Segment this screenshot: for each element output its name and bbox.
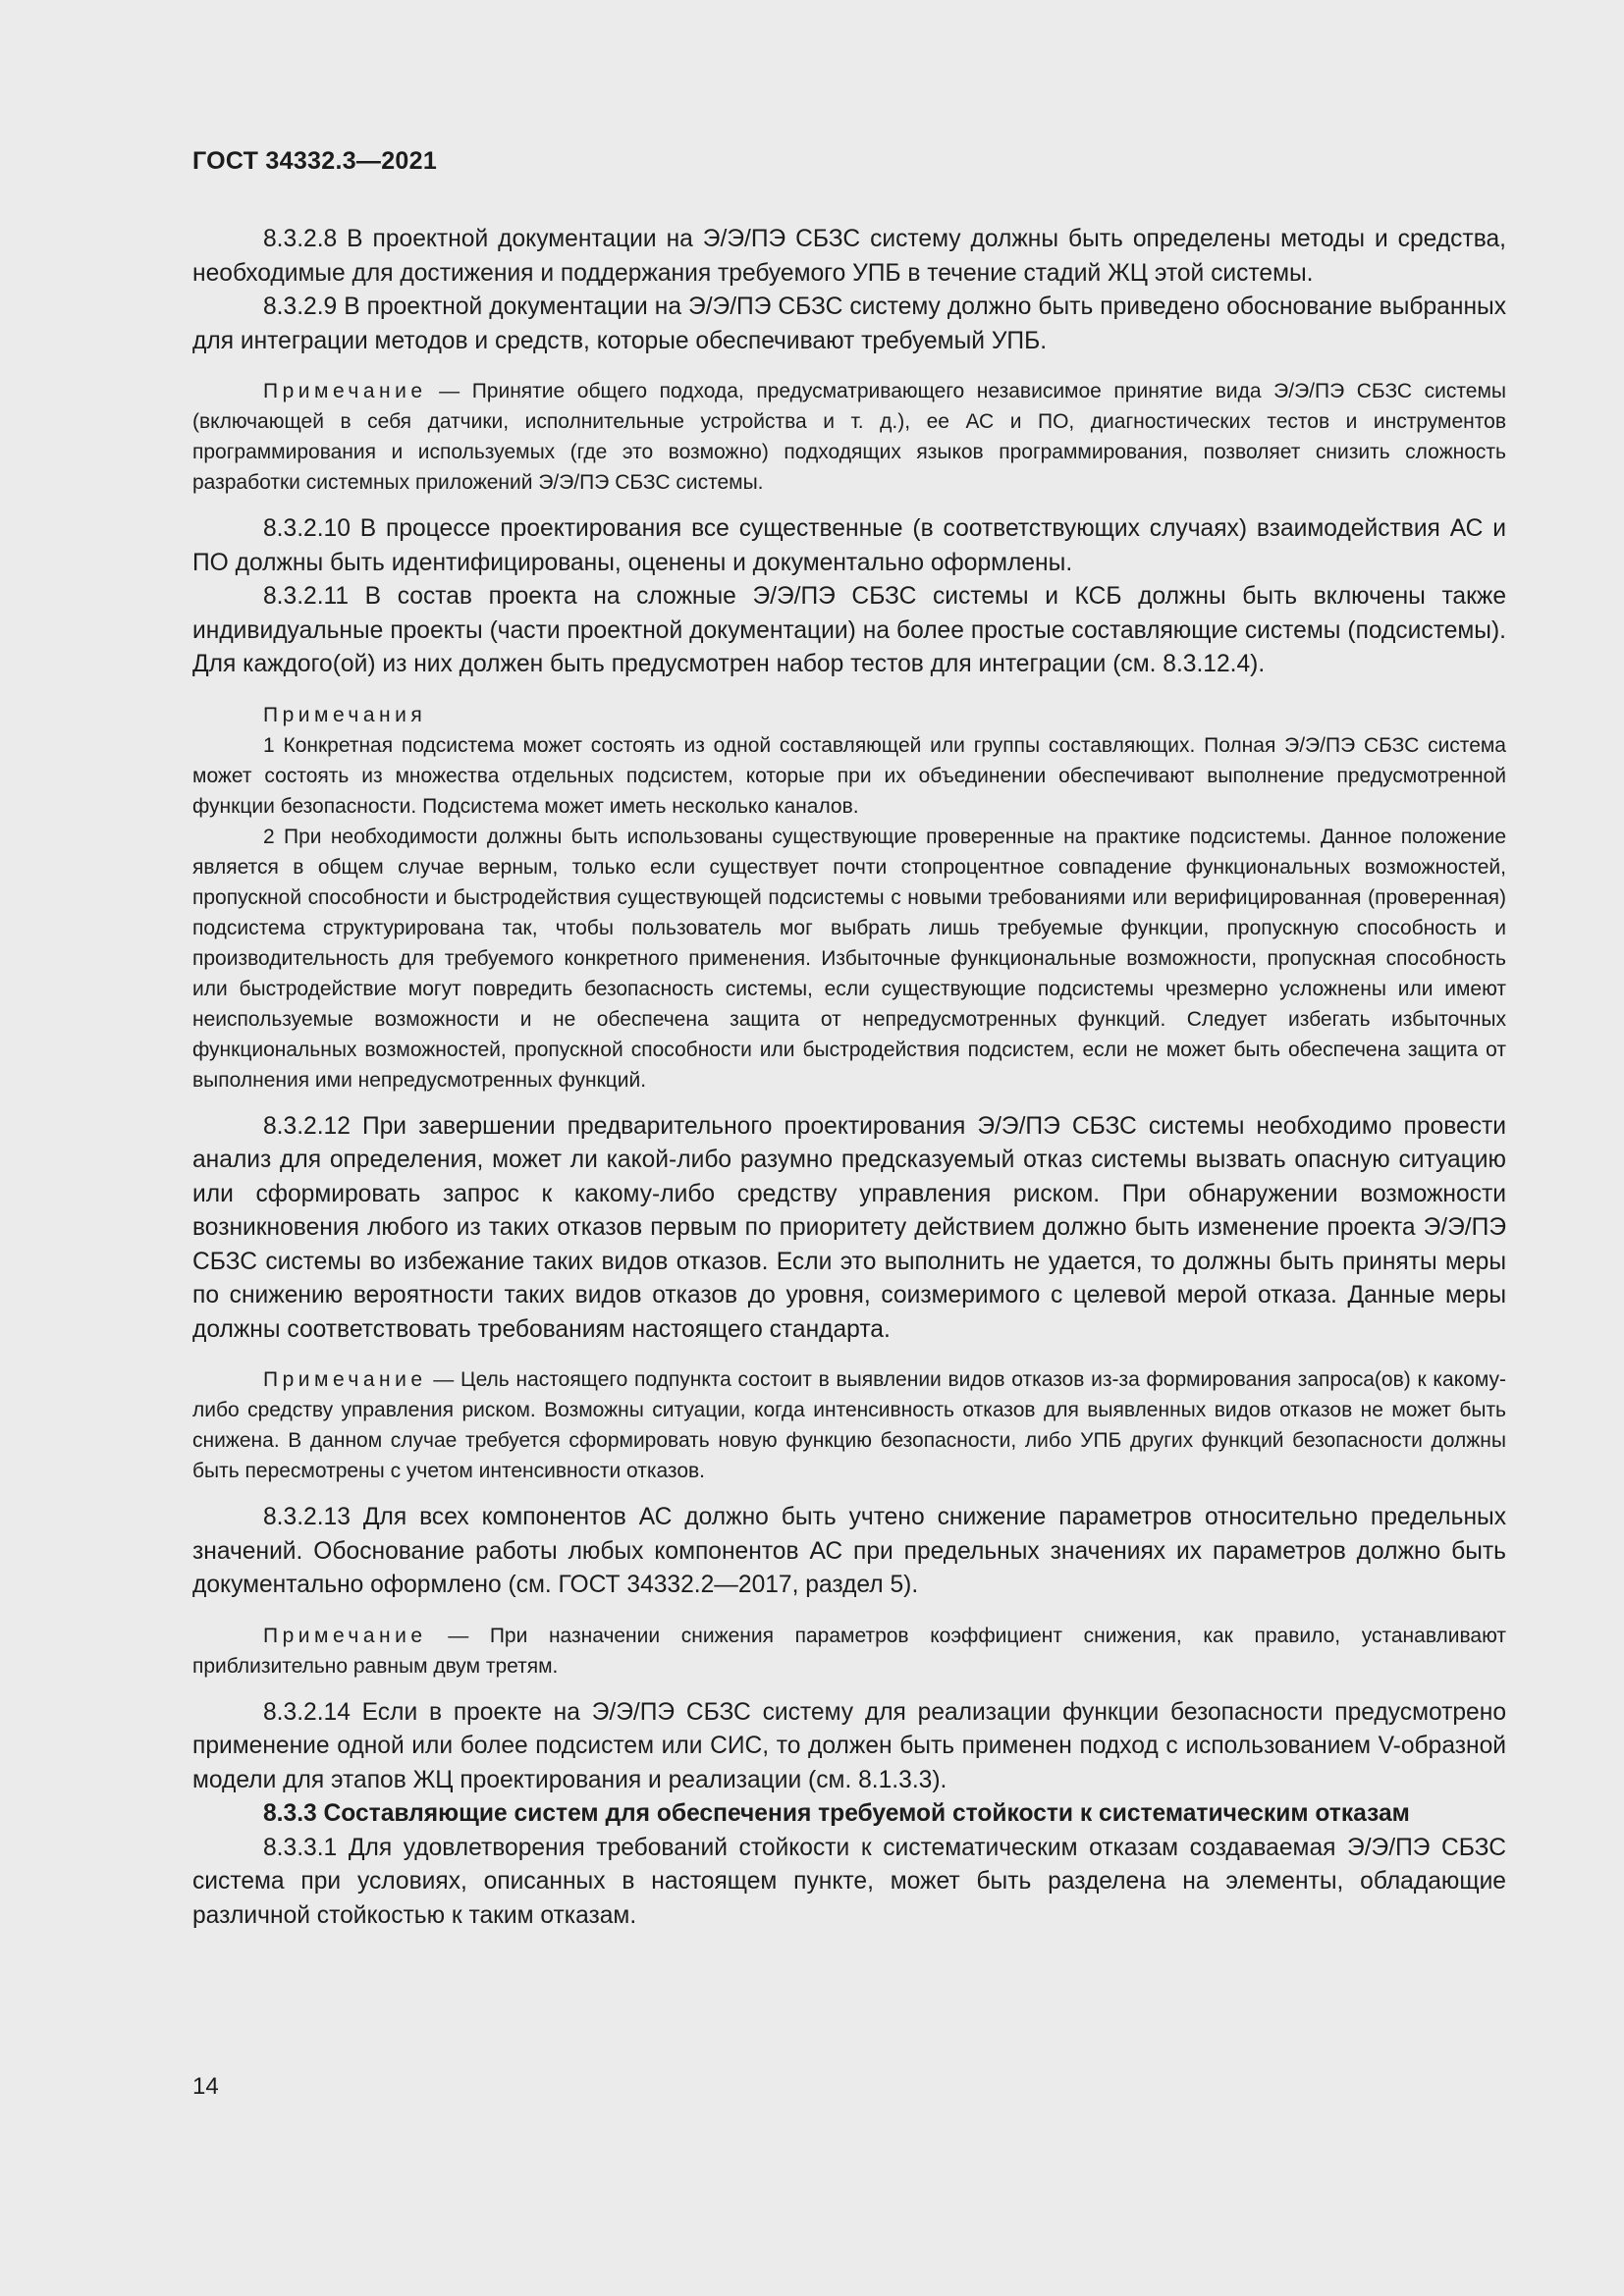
paragraph-8-3-2-13: 8.3.2.13 Для всех компонентов АС должно быть учтено снижение параметров относительно предельных значений. Обоснование работы любых компонентов АС при предельных значениях их параметров должно быть документально оформлено (см. ГОСТ 34332.2—2017, раздел 5).	[192, 1504, 1506, 1598]
notes-heading: Примечания	[263, 703, 427, 726]
section-heading-8-3-3: 8.3.3 Составляющие систем для обеспечения требуемой стойкости к систематическим отказам	[263, 1800, 1410, 1827]
page-content	[192, 223, 1506, 1933]
paragraph-8-3-2-8: 8.3.2.8 В проектной документации на Э/Э/ПЭ СБЗС систему должны быть определены методы и средства, необходимые для достижения и поддержания требуемого УПБ в течение стадий ЖЦ этой системы.	[192, 226, 1506, 287]
note-1	[192, 376, 1506, 498]
paragraph-8-3-2-10: 8.3.2.10 В процессе проектирования все существенные (в соответствующих случаях) взаимодействия АС и ПО должны быть идентифицированы, оценены и документально оформлены.	[192, 515, 1506, 576]
note-text: — При назначении снижения параметров коэффициент снижения, как правило, устанавливают приблизительно равным двум третям.	[192, 1624, 1506, 1678]
paragraph-8-3-2-9: 8.3.2.9 В проектной документации на Э/Э/ПЭ СБЗС систему должно быть приведено обоснование выбранных для интеграции методов и средств, которые обеспечивают требуемый УПБ.	[192, 294, 1506, 354]
paragraph-8-3-2-12: 8.3.2.12 При завершении предварительного проектирования Э/Э/ПЭ СБЗС системы необходимо провести анализ для определения, может ли какой-либо разумно предсказуемый отказ системы вызвать опасную ситуацию или сформировать запрос к какому-либо средству управления риском. При обнаружении возможности возникновения любого из таких отказов первым по приоритету действием должно быть изменение проекта Э/Э/ПЭ СБЗС системы во избежание таких видов отказов. Если это выполнить не удается, то должны быть приняты меры по снижению вероятности таких видов отказов до уровня, соизмеримого с целевой мерой отказа. Данные меры должны соответствовать требованиям настоящего стандарта.	[192, 1112, 1506, 1343]
note-label: Примечание	[263, 1624, 427, 1647]
note-4	[192, 1621, 1506, 1682]
note-item-1: 1 Конкретная подсистема может состоять из одной составляющей или группы составляющих. Полная Э/Э/ПЭ СБЗС система может состоять из множества отдельных подсистем, которые при их объединении обеспечивают выполнение предусмотренной функции безопасности. Подсистема может иметь несколько каналов.	[192, 733, 1506, 818]
paragraph-8-3-2-11: 8.3.2.11 В состав проекта на сложные Э/Э/ПЭ СБЗС системы и КСБ должны быть включены также индивидуальные проекты (части проектной документации) на более простые составляющие системы (подсистемы). Для каждого(ой) из них должен быть предусмотрен набор тестов для интеграции (см. 8.3.12.4).	[192, 583, 1506, 677]
paragraph-8-3-3-1: 8.3.3.1 Для удовлетворения требований стойкости к систематическим отказам создаваемая Э/Э/ПЭ СБЗС система при условиях, описанных в настоящем пункте, может быть разделена на элементы, обладающие различной стойкостью к таким отказам.	[192, 1834, 1506, 1929]
page-number: 14	[192, 2073, 219, 2100]
note-text: — Цель настоящего подпункта состоит в выявлении видов отказов из-за формирования запроса(ов) к какому-либо средству управления риском. Возможны ситуации, когда интенсивность отказов для выявленных видов отказов не может быть снижена. В данном случае требуется сформировать новую функцию безопасности, либо УПБ других функций безопасности должны быть пересмотрены с учетом интенсивности отказов.	[192, 1368, 1506, 1482]
document-header: ГОСТ 34332.3—2021	[192, 147, 438, 175]
note-label: Примечание	[263, 380, 427, 402]
note-3	[192, 1364, 1506, 1486]
paragraph-8-3-2-14: 8.3.2.14 Если в проекте на Э/Э/ПЭ СБЗС систему для реализации функции безопасности предусмотрено применение одной или более подсистем или СИС, то должен быть применен подход с использованием V-образной модели для этапов ЖЦ проектирования и реализации (см. 8.1.3.3).	[192, 1698, 1506, 1793]
note-text: — Принятие общего подхода, предусматривающего независимое принятие вида Э/Э/ПЭ СБЗС системы (включающей в себя датчики, исполнительные устройства и т. д.), ее АС и ПО, диагностических тестов и инструментов программирования и используемых (где это возможно) подходящих языков программирования, позволяет снизить сложность разработки системных приложений Э/Э/ПЭ СБЗС системы.	[192, 380, 1506, 494]
note-label: Примечание	[263, 1368, 427, 1391]
note-item-2: 2 При необходимости должны быть использованы существующие проверенные на практике подсистемы. Данное положение является в общем случае верным, только если существует почти стопроцентное совпадение функциональных возможностей, пропускной способности и быстродействия существующей подсистемы с новыми требованиями или верифицированная (проверенная) подсистема структурирована так, чтобы пользователь мог выбрать лишь требуемые функции, пропускную способность и производительность для требуемого конкретного применения. Избыточные функциональные возможности, пропускная способность или быстродействие могут повредить безопасность системы, если существующие подсистемы чрезмерно усложнены или имеют неиспользуемые возможности и не обеспечена защита от непредусмотренных функций. Следует избегать избыточных функциональных возможностей, пропускной способности или быстродействия подсистем, если не может быть обеспечена защита от выполнения ими непредусмотренных функций.	[192, 825, 1506, 1092]
